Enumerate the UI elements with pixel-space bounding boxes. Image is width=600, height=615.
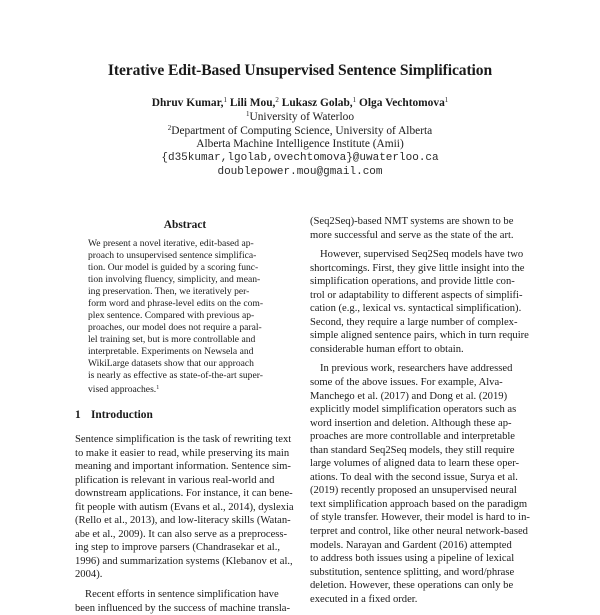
text-line: large volumes of aligned data to learn these oper- xyxy=(310,458,520,470)
text-line: considerable human effort to obtain. xyxy=(310,343,464,355)
text-line: deletion. However, these operations can only be xyxy=(310,580,514,592)
affiliation-mark: 1 xyxy=(245,110,250,118)
text-line: downstream applications. For instance, it can bene- xyxy=(75,488,293,500)
email-line: {d35kumar,lgolab,ovechtomova}@uwaterloo.ca xyxy=(161,152,439,164)
right-column-text xyxy=(310,215,532,606)
text-line: text simplification approach based on the paradigm xyxy=(310,498,528,510)
author-affiliation-mark: 1 xyxy=(352,96,357,104)
text-line: (Rello et al., 2013), and low-literacy skills (Watan- xyxy=(75,515,291,527)
section-title: Introduction xyxy=(91,409,153,421)
text-line: models. Narayan and Gardent (2016) attempted xyxy=(310,539,512,551)
affiliation-line xyxy=(0,110,600,123)
text-line: ations. To deal with the second issue, Surya et al. xyxy=(310,471,518,483)
text-line: more successful and serve as the state of the art. xyxy=(310,229,514,241)
abstract-line: vised approaches.$^1$ xyxy=(88,384,160,395)
text-line: fit people with autism (Evans et al., 2014), dyslexia xyxy=(75,501,294,513)
abstract-line: tion involving fluency, simplicity, and mean- xyxy=(88,274,261,285)
affiliation-line xyxy=(0,124,600,137)
abstract-line: proaches, our model does not require a paral- xyxy=(88,322,262,333)
text-line: to make it easier to read, while preserving its main xyxy=(75,447,290,459)
text-line: proaches are more controllable and interpretable xyxy=(310,431,516,443)
text-line: ing step to improve parsers (Chandrasekar et al., xyxy=(75,542,281,554)
section-number: 1 xyxy=(75,409,81,421)
affiliation-text: Department of Computing Science, University of Alberta xyxy=(171,125,433,137)
text-line: Recent efforts in sentence simplification have xyxy=(85,589,279,601)
text-line: than standard Seq2Seq models, they still require xyxy=(310,444,515,456)
text-line: Manchego et al. (2017) and Dong et al. (2019) xyxy=(310,390,508,402)
text-line: 1996) and summarization systems (Klebanov et al., xyxy=(75,555,293,567)
text-line: cation (e.g., lexical vs. syntactical simplification). xyxy=(310,303,522,315)
abstract-line: is nearly as effective as state-of-the-art super- xyxy=(88,370,263,381)
email-line: doublepower.mou@gmail.com xyxy=(217,166,383,178)
text-line: abe et al., 2009). It can also serve as a preprocess- xyxy=(75,528,288,540)
text-line: simplification operations, and provide little con- xyxy=(310,276,515,288)
author-affiliation-mark: 1 xyxy=(223,96,227,104)
text-line: to address both issues using a pipeline of lexical xyxy=(310,553,515,565)
left-column-text xyxy=(75,433,297,615)
abstract-heading: Abstract xyxy=(163,219,207,231)
author-list xyxy=(0,96,600,109)
section-heading xyxy=(75,409,153,421)
footnote-mark: 1 xyxy=(156,385,160,391)
text-line: However, supervised Seq2Seq models have two xyxy=(320,249,524,261)
text-line: (Seq2Seq)-based NMT systems are shown to be xyxy=(310,216,514,227)
affiliation-line xyxy=(0,138,600,150)
text-line: simple aligned sentence pairs, which in turn require xyxy=(310,330,529,342)
author-name: Lukasz Golab, xyxy=(281,97,353,109)
author-name: Lili Mou, xyxy=(229,97,276,109)
text-line: plification is relevant in various real-world and xyxy=(75,474,275,486)
text-line: executed in a fixed order. xyxy=(310,593,418,605)
text-line: trol or adaptability to different aspects of simplifi- xyxy=(310,289,523,301)
abstract-line: ing preservation. Then, we iteratively per- xyxy=(88,286,250,297)
text-line: shortcomings. First, they give little insight into the xyxy=(310,262,525,274)
abstract-line: proach to unsupervised sentence simplifica- xyxy=(88,250,257,261)
text-line: been influenced by the success of machine transla- xyxy=(75,602,291,614)
abstract-line: WikiLarge datasets show that our approach xyxy=(88,358,254,369)
text-line: of style transfer. However, their model is hard to in- xyxy=(310,512,530,524)
paper-title: Iterative Edit-Based Unsupervised Sentence Simplification xyxy=(107,62,493,79)
affiliation-text: Alberta Machine Intelligence Institute (Amii) xyxy=(196,138,404,150)
abstract-line: interpretable. Experiments on Newsela and xyxy=(88,346,254,357)
text-line: explicitly model simplification operators such as xyxy=(310,404,517,416)
author-name: Dhruv Kumar, xyxy=(151,97,224,109)
text-line: substitution, sentence splitting, and word/phrase xyxy=(310,566,515,578)
text-line: terpret and control, like other neural network-based xyxy=(310,526,528,538)
author-name: Olga Vechtomova xyxy=(359,97,445,109)
text-line: Sentence simplification is the task of rewriting text xyxy=(75,434,292,445)
abstract-line: We present a novel iterative, edit-based ap- xyxy=(88,238,254,249)
abstract-line: tion. Our model is guided by a scoring func- xyxy=(88,262,259,273)
text-line: 2004). xyxy=(75,569,103,581)
text-line: (2019) recently proposed an unsupervised neural xyxy=(310,485,517,497)
text-line: meaning and important information. Sentence sim- xyxy=(75,461,291,473)
text-line: Second, they require a large number of complex- xyxy=(310,316,518,328)
abstract-line: form word and phrase-level edits on the com- xyxy=(88,298,264,309)
text-line: In previous work, researchers have addressed xyxy=(320,363,513,375)
affiliation-mark: 2 xyxy=(167,124,172,132)
abstract-body xyxy=(88,238,284,394)
affiliation-text: University of Waterloo xyxy=(249,111,355,123)
author-affiliation-mark: 1 xyxy=(444,96,449,104)
text-line: some of the above issues. For example, Alva- xyxy=(310,377,503,389)
abstract-line: plex sentence. Compared with previous ap- xyxy=(88,310,255,321)
abstract-line: lel training set, but is more controllable and xyxy=(88,334,256,345)
author-affiliation-mark: 2 xyxy=(275,96,279,104)
text-line: word insertion and deletion. Although these ap- xyxy=(310,417,512,429)
